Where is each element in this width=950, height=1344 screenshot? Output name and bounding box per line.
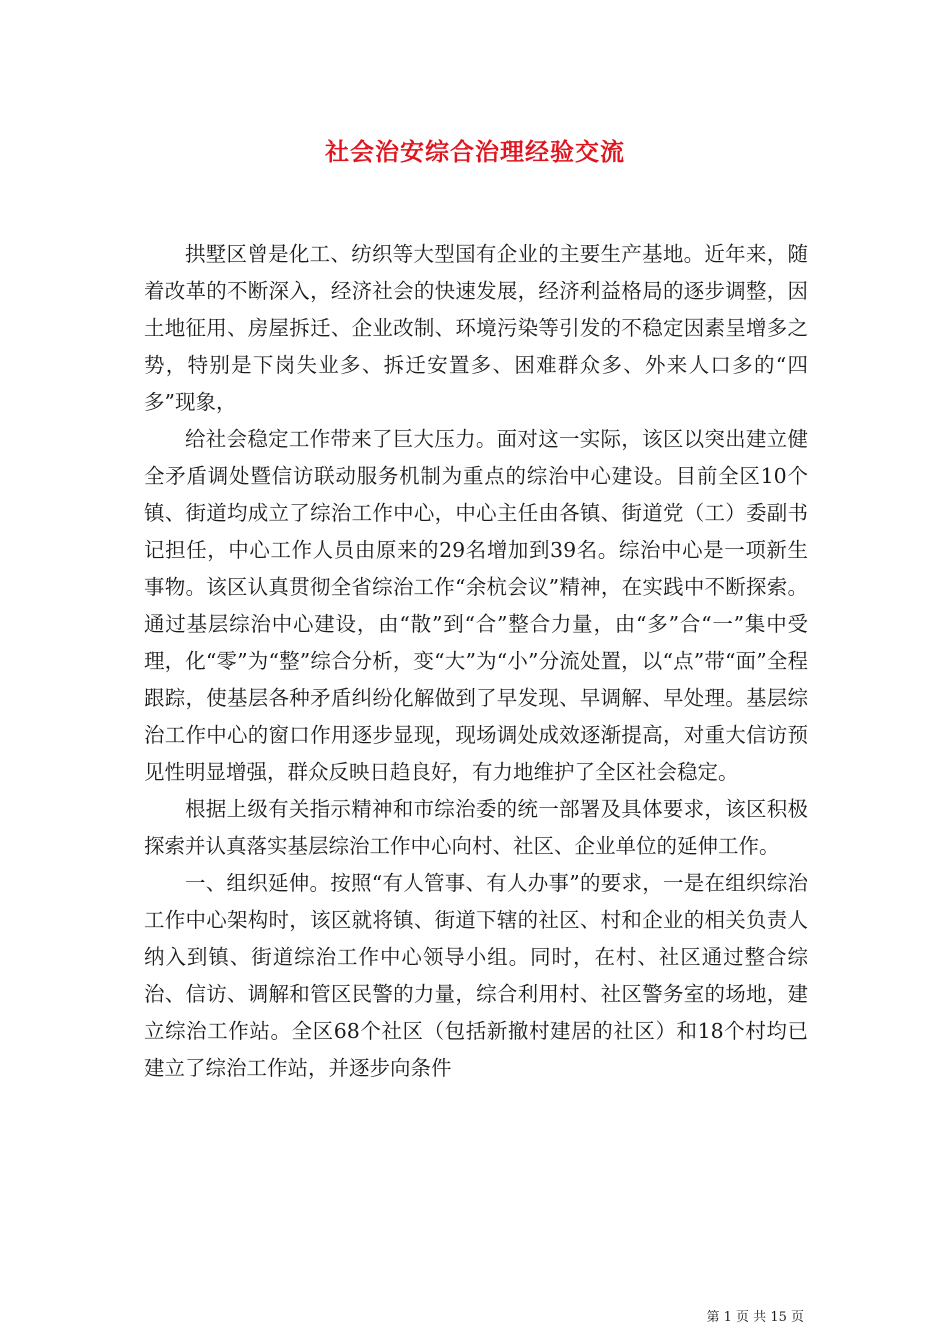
paragraph-pressure: 给社会稳定工作带来了巨大压力。面对这一实际，该区以突出建立健全矛盾调处暨信访联动服务机制为重点的综治中心建设。目前全区10个镇、街道均成立了综治工作中心，中心主任由各镇、街道党（工）委副书记担任，中心工作人员由原来的29名增加到39名。综治中心是一项新生事物。该区认真贯彻全省综治工作“余杭会议”精神，在实践中不断探索。通过基层综治中心建设，由“散”到“合”整合力量，由“多”合“一”集中受理，化“零”为“整”综合分析，变“大”为“小”分流处置，以“点”带“面”全程跟踪，使基层各种矛盾纠纷化解做到了早发现、早调解、早处理。基层综治工作中心的窗口作用逐步显现，现场调处成效逐渐提高，对重大信访预见性明显增强，群众反映日趋良好，有力地维护了全区社会稳定。 <box>144 427 808 784</box>
paragraph-intro: 拱墅区曾是化工、纺织等大型国有企业的主要生产基地。近年来，随着改革的不断深入，经济社会的快速发展，经济利益格局的逐步调整，因土地征用、房屋拆迁、企业改制、环境污染等引发的不稳定因素呈增多之势，特别是下岗失业多、拆迁安置多、困难群众多、外来人口多的“四多”现象， <box>144 242 808 414</box>
document-body <box>144 236 808 1087</box>
paragraph-organization: 一、组织延伸。按照“有人管事、有人办事”的要求，一是在组织综治工作中心架构时，该区就将镇、街道下辖的社区、村和企业的相关负责人纳入到镇、街道综治工作中心领导小组。同时，在村、社区通过整合综治、信访、调解和管区民警的力量，综合利用村、社区警务室的场地，建立综治工作站。全区68个社区（包括新撤村建居的社区）和18个村均已建立了综治工作站，并逐步向条件 <box>144 871 808 1080</box>
document-title: 社会治安综合治理经验交流 <box>325 137 625 166</box>
paragraph-extension: 根据上级有关指示精神和市综治委的统一部署及具体要求，该区积极探索并认真落实基层综治工作中心向村、社区、企业单位的延伸工作。 <box>144 797 808 858</box>
page-number: 第 1 页 共 15 页 <box>706 1310 804 1325</box>
